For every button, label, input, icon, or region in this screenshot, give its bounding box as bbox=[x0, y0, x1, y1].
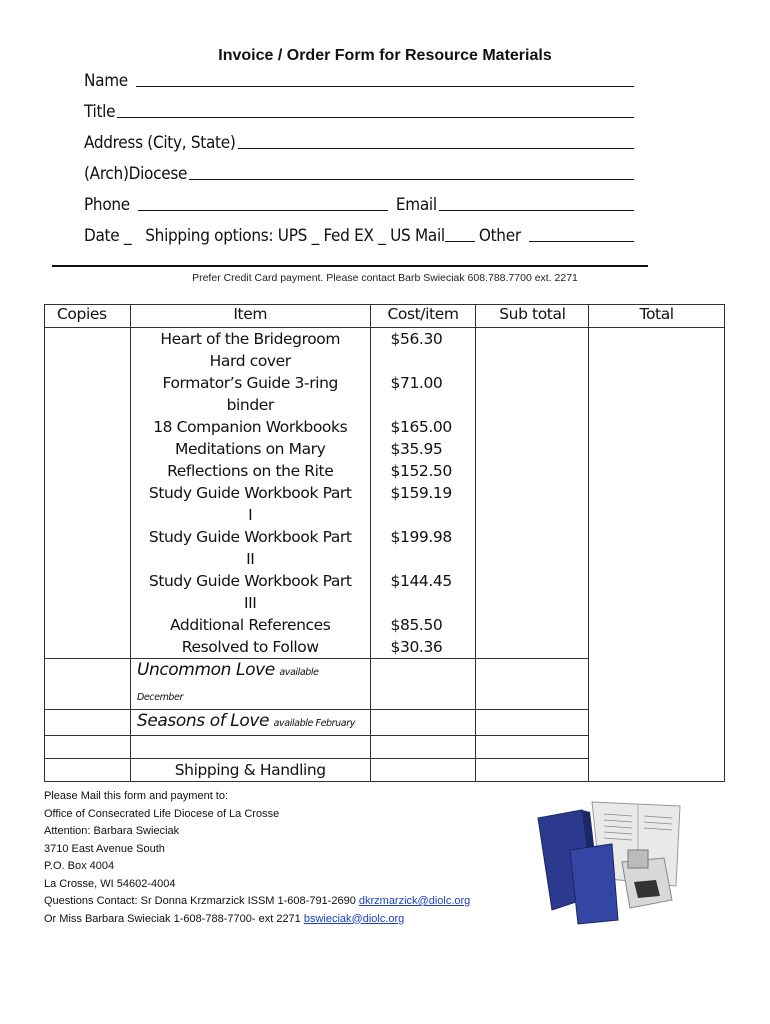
copies-header: Copies bbox=[45, 305, 131, 328]
item-name: I bbox=[248, 506, 253, 524]
item-name: Reflections on the Rite bbox=[167, 462, 334, 480]
other-line bbox=[529, 241, 634, 242]
mail-address-line: 3710 East Avenue South bbox=[44, 842, 165, 855]
name-line bbox=[136, 86, 634, 87]
item-name: Hard cover bbox=[209, 352, 291, 370]
item-cost: $165.00 bbox=[390, 418, 452, 436]
address-field[interactable] bbox=[84, 129, 634, 153]
shipping-handling-label: Shipping & Handling bbox=[130, 759, 370, 782]
item-cell bbox=[130, 710, 370, 736]
item-header: Item bbox=[130, 305, 370, 328]
cost-cell bbox=[370, 736, 476, 759]
subtotal-header: Sub total bbox=[476, 305, 589, 328]
cost-spacer bbox=[391, 504, 472, 526]
item-name: Heart of the Bridegroom bbox=[160, 330, 341, 348]
cost-spacer bbox=[391, 394, 472, 416]
phone-label: Phone bbox=[84, 195, 130, 215]
diocese-line bbox=[189, 179, 634, 180]
phone-email-field[interactable] bbox=[84, 191, 634, 215]
special-title: Uncommon Love bbox=[136, 660, 275, 680]
item-cost: $144.45 bbox=[390, 572, 452, 590]
item-name: III bbox=[243, 594, 257, 612]
items-block bbox=[45, 328, 725, 659]
email-link-dkrzmarzick[interactable]: dkrzmarzick@diolc.org bbox=[358, 895, 471, 907]
mail-address-line: Please Mail this form and payment to: bbox=[44, 790, 229, 802]
mail-address-line: Office of Consecrated Life Diocese of La Crosse bbox=[44, 807, 280, 820]
copies-cell[interactable] bbox=[45, 328, 131, 659]
cost-spacer bbox=[391, 592, 472, 614]
item-cost: $152.50 bbox=[390, 462, 452, 480]
phone-line bbox=[138, 210, 388, 211]
mail-address-line: P.O. Box 4004 bbox=[44, 860, 115, 872]
title-field[interactable] bbox=[84, 98, 634, 122]
item-cost: $35.95 bbox=[390, 440, 443, 458]
costs-cell bbox=[370, 328, 476, 659]
separator-line bbox=[52, 265, 648, 267]
subtotal-cell[interactable] bbox=[476, 710, 589, 736]
mail-address-line: Attention: Barbara Swieciak bbox=[44, 825, 180, 837]
name-field[interactable] bbox=[84, 67, 634, 91]
date-label: Date _ bbox=[84, 226, 132, 246]
item-cost: $159.19 bbox=[390, 484, 452, 502]
item-name: Meditations on Mary bbox=[175, 440, 326, 458]
item-cell bbox=[130, 659, 370, 710]
copies-cell[interactable] bbox=[45, 736, 131, 759]
item-name: Study Guide Workbook Part bbox=[148, 484, 352, 502]
item-name: II bbox=[246, 550, 255, 568]
table-header-row bbox=[45, 305, 725, 328]
copies-cell[interactable] bbox=[45, 659, 131, 710]
item-cost: $30.36 bbox=[390, 638, 443, 656]
payment-note: Prefer Credit Card payment. Please contact Barb Swieciak 608.788.7700 ext. 2271 bbox=[192, 272, 578, 284]
subtotal-cell[interactable] bbox=[476, 328, 589, 659]
diocese-label: (Arch)Diocese bbox=[84, 164, 188, 184]
subtotal-cell[interactable] bbox=[476, 659, 589, 710]
cost-cell bbox=[370, 759, 476, 782]
address-line bbox=[238, 148, 634, 149]
email-link-bswieciak[interactable]: bswieciak@diolc.org bbox=[303, 912, 405, 925]
mail-address-line: La Crosse, WI 54602-4004 bbox=[44, 877, 176, 890]
name-label: Name bbox=[84, 71, 128, 91]
item-name: Formator’s Guide 3-ring bbox=[162, 374, 338, 392]
order-table bbox=[44, 304, 725, 782]
title-label: Title bbox=[84, 102, 116, 122]
title-line bbox=[117, 117, 634, 118]
cost-cell bbox=[370, 710, 476, 736]
address-label: Address (City, State) bbox=[84, 133, 236, 153]
item-name: Study Guide Workbook Part bbox=[148, 528, 352, 546]
total-header: Total bbox=[589, 305, 725, 328]
cost-header: Cost/item bbox=[370, 305, 476, 328]
item-name: Additional References bbox=[170, 616, 331, 634]
email-line bbox=[439, 210, 634, 211]
availability-note: available February bbox=[273, 718, 355, 729]
cost-spacer bbox=[391, 350, 472, 372]
item-cost: $85.50 bbox=[390, 616, 443, 634]
subtotal-cell[interactable] bbox=[476, 736, 589, 759]
us-mail-line bbox=[445, 241, 475, 242]
other-label: Other bbox=[478, 226, 521, 246]
diocese-field[interactable] bbox=[84, 160, 634, 184]
item-cost: $71.00 bbox=[390, 374, 443, 392]
item-name: binder bbox=[226, 396, 274, 414]
item-cell bbox=[130, 736, 370, 759]
shipping-label: Shipping options: UPS _ Fed EX _ US Mail bbox=[145, 226, 445, 246]
items-cell bbox=[130, 328, 370, 659]
contact-line-1: Questions Contact: Sr Donna Krzmarzick ISSM 1-608-791-2690 dkrzmarzick@diolc.org bbox=[44, 895, 471, 907]
cost-spacer bbox=[391, 548, 472, 570]
item-cost: $199.98 bbox=[390, 528, 452, 546]
copies-cell[interactable] bbox=[45, 710, 131, 736]
item-name: Study Guide Workbook Part bbox=[148, 572, 352, 590]
mailing-info bbox=[44, 788, 470, 928]
contact-line-2: Or Miss Barbara Swieciak 1-608-788-7700- ext 2271 bswieciak@diolc.org bbox=[44, 912, 405, 925]
item-cost: $56.30 bbox=[390, 330, 443, 348]
books-image bbox=[534, 800, 682, 926]
cost-cell bbox=[370, 659, 476, 710]
item-name: 18 Companion Workbooks bbox=[153, 418, 348, 436]
total-cell[interactable] bbox=[589, 328, 725, 782]
availability-note: available December bbox=[136, 667, 319, 703]
special-title: Seasons of Love bbox=[136, 711, 270, 731]
page-title: Invoice / Order Form for Resource Materials bbox=[218, 47, 552, 64]
email-label: Email bbox=[395, 195, 437, 215]
subtotal-cell[interactable] bbox=[476, 759, 589, 782]
date-shipping-field[interactable] bbox=[84, 222, 634, 246]
copies-cell[interactable] bbox=[45, 759, 131, 782]
item-name: Resolved to Follow bbox=[181, 638, 319, 656]
